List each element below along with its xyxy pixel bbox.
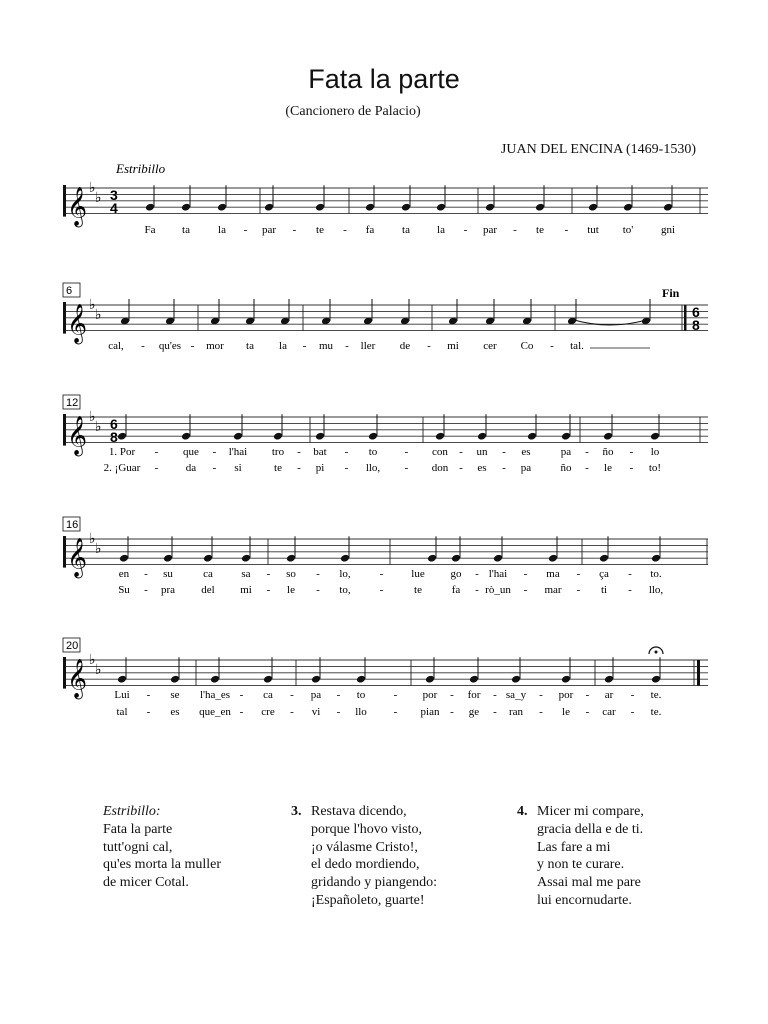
lyric-hyphen: - [576,568,581,580]
flat-icon: ♭ [95,190,102,206]
lyric-hyphen: - [493,706,497,718]
lyric-hyphen: - [144,584,148,596]
lyric-hyphen: - [393,689,398,701]
verse-line: lui encornudarte. [537,892,632,908]
lyric-syllable: mor [206,340,224,352]
lyric-hyphen: - [628,568,632,580]
lyric-syllable: vi [311,706,321,718]
verse-3-text [291,803,437,910]
lyric-hyphen: - [302,340,307,352]
lyric-syllable: le [287,584,295,596]
lyric-syllable: mar [544,584,562,596]
lyric-syllable: te. [650,706,662,718]
system-bracket [63,185,66,217]
treble-clef-icon: 𝄞 [67,658,88,699]
page-subtitle: (Cancionero de Palacio) [285,104,421,119]
time-signature-top: 6 [692,304,700,320]
lyric-syllable: fa [365,224,375,236]
lyric-hyphen: - [239,706,244,718]
lyric-hyphen: - [292,224,297,236]
system-bracket [63,302,66,334]
flat-icon: ♭ [89,531,96,547]
lyric-syllable: pa [310,689,322,701]
lyric-syllable: le [562,706,570,718]
lyric-syllable: te [536,224,544,236]
lyric-syllable: te [414,584,422,596]
lyric-syllable: ta [182,224,190,236]
lyric-syllable: Lui [114,689,130,701]
lyric-hyphen: - [475,568,479,580]
lyric-hyphen: - [450,689,454,701]
lyric-hyphen: - [154,446,159,458]
lyric-syllable: to [368,446,378,458]
measure-number: 12 [66,397,79,409]
verse-line: Restava dicendo, [311,804,407,819]
lyric-syllable: to, [339,584,351,596]
lyric-syllable: te [274,462,282,474]
lyric-hyphen: - [459,446,463,458]
lyric-syllable: 1. Por [108,446,136,458]
lyric-syllable: se [170,689,180,701]
lyric-hyphen: - [404,462,409,474]
lyric-syllable: ller [360,340,376,352]
lyric-syllable: don [431,462,449,474]
lyric-syllable: un [476,446,488,458]
lyric-syllable: lo [650,446,660,458]
lyric-hyphen: - [629,462,634,474]
lyric-syllable: de [399,340,411,352]
lyric-syllable: sa_y [505,689,527,701]
lyric-hyphen: - [316,568,320,580]
lyric-syllable: ca [203,568,213,580]
lyric-hyphen: - [539,689,543,701]
final-barline [697,660,700,686]
lyric-syllable: le [604,462,612,474]
lyric-syllable: pian [420,706,440,718]
lyric-syllable: ta [402,224,410,236]
lyric-syllable: del [201,584,215,596]
lyric-syllable: ño [560,462,572,474]
lyric-hyphen: - [212,462,217,474]
lyric-syllable: lo, [339,568,351,580]
lyric-syllable: ti [600,584,608,596]
lyric-hyphen: - [154,462,159,474]
lyric-hyphen: - [336,706,341,718]
lyric-syllable: par [482,224,498,236]
lyric-hyphen: - [513,224,517,236]
lyric-syllable: en [118,568,130,580]
verse-line: ¡Españoleto, guarte! [311,892,425,908]
lyric-syllable: por [422,689,438,701]
lyric-hyphen: - [585,689,590,701]
lyric-syllable: la [279,340,287,352]
lyric-syllable: llo [355,706,367,718]
lyric-hyphen: - [502,462,506,474]
estribillo-line: tutt'ogni cal, [103,839,173,855]
page-title: Fata la parte [308,64,460,94]
verse-line: ¡o válasme Cristo!, [311,839,418,855]
lyric-syllable: to' [622,224,634,236]
lyric-syllable: ar [604,689,614,701]
lyric-syllable: l'hai [488,568,508,580]
treble-clef-icon: 𝄞 [67,303,88,344]
lyric-syllable: fa [451,584,461,596]
lyric-syllable: ça [599,568,609,580]
fin-double-barline [684,305,687,331]
verse-line: y non te curare. [537,857,625,873]
lyric-syllable: ca [263,689,273,701]
estribillo-heading: Estribillo: [103,804,161,819]
lyric-hyphen: - [450,706,454,718]
system-bracket [63,414,66,446]
lyric-hyphen: - [404,446,409,458]
lyric-hyphen: - [190,340,195,352]
lyric-syllable: sa [241,568,251,580]
lyric-syllable: con [432,446,448,458]
verse-number: 4. [517,804,528,819]
lyric-syllable: su [163,568,173,580]
lyric-syllable: mi [240,584,252,596]
estribillo-line: qu'es morta la muller [103,857,221,873]
lyric-hyphen: - [539,706,543,718]
lyric-hyphen: - [502,446,506,458]
lyric-syllable: cal, [108,340,124,352]
lyric-syllable: Co [520,340,534,352]
lyric-syllable: pra [160,584,176,596]
lyric-syllable: par [261,224,277,236]
lyric-syllable: Fa [144,224,156,236]
lyric-syllable: la [437,224,445,236]
lyric-hyphen: - [266,584,271,596]
section-label: Estribillo [116,161,166,176]
lyric-hyphen: - [475,584,479,596]
lyric-syllable: pi [315,462,325,474]
lyric-syllable: que_en [199,706,231,718]
lyric-syllable: llo, [365,462,381,474]
time-signature-top: 6 [110,416,118,432]
lyric-hyphen: - [463,224,468,236]
lyric-syllable: rò_un [485,584,511,596]
lyric-syllable: cer [483,340,497,352]
lyric-syllable: ran [508,706,524,718]
lyric-syllable: ta [246,340,254,352]
lyric-syllable: to! [648,462,662,474]
lyric-syllable: car [602,706,616,718]
lyric-hyphen: - [212,446,217,458]
time-signature-bottom: 8 [110,429,118,445]
lyric-syllable: te. [650,689,662,701]
time-signature-bottom: 4 [110,200,118,216]
flat-icon: ♭ [89,297,96,313]
verse-line: porque l'hovo visto, [311,821,423,837]
system-bracket [63,657,66,689]
lyric-syllable: to [356,689,366,701]
lyric-syllable: mu [318,340,334,352]
estribillo-line: de micer Cotal. [103,875,189,891]
lyric-syllable: l'hai [228,446,248,458]
lyric-syllable: so [286,568,296,580]
lyric-syllable: lue [411,568,425,580]
verse-line: Assai mal me pare [537,875,641,891]
verse-line: gracia della e de ti. [537,821,644,837]
lyric-syllable: ma [546,568,560,580]
lyric-hyphen: - [316,584,320,596]
lyric-hyphen: - [243,224,248,236]
lyric-hyphen: - [290,706,294,718]
lyric-syllable: qu'es [158,340,182,352]
lyric-hyphen: - [564,224,569,236]
lyric-hyphen: - [427,340,431,352]
flat-icon: ♭ [95,541,102,557]
lyric-syllable: bat [313,446,327,458]
lyric-syllable: es [477,462,487,474]
treble-clef-icon: 𝄞 [67,415,88,456]
flat-icon: ♭ [89,652,96,668]
lyric-syllable: cre [261,706,275,718]
lyric-syllable: to. [650,568,662,580]
lyric-hyphen: - [146,689,151,701]
system-bracket [63,536,66,568]
composer-credit: JUAN DEL ENCINA (1469-1530) [500,142,696,157]
estribillo-text [103,803,221,892]
lyric-hyphen: - [297,446,301,458]
lyric-hyphen: - [297,462,301,474]
lyric-hyphen: - [239,689,244,701]
lyric-hyphen: - [459,462,463,474]
lyric-hyphen: - [290,689,294,701]
lyric-syllable: tut [587,224,599,236]
flat-icon: ♭ [95,662,102,678]
lyric-syllable: l'ha_es [199,689,231,701]
lyric-syllable: pa [560,446,572,458]
treble-clef-icon: 𝄞 [67,186,88,227]
fermata-dot [655,651,658,654]
lyric-hyphen: - [144,568,148,580]
lyric-hyphen: - [393,706,398,718]
measure-number: 20 [66,640,79,652]
lyric-syllable: Su [118,584,130,596]
lyric-syllable: gni [660,224,676,236]
verse-4-text [517,803,644,910]
lyric-syllable: tal. [570,340,584,352]
lyric-hyphen: - [344,462,349,474]
flat-icon: ♭ [95,419,102,435]
measure-number: 16 [66,519,79,531]
lyric-syllable: la [218,224,226,236]
lyric-hyphen: - [344,446,349,458]
lyric-hyphen: - [585,706,590,718]
lyric-hyphen: - [550,340,554,352]
lyric-hyphen: - [629,446,634,458]
lyric-hyphen: - [343,224,347,236]
lyric-hyphen: - [379,568,384,580]
lyric-syllable: tro [271,446,285,458]
lyric-hyphen: - [379,584,384,596]
lyric-syllable: es [170,706,180,718]
lyric-syllable: 2. ¡Guar [103,462,141,474]
verse-line: el dedo mordiendo, [311,857,420,873]
lyric-hyphen: - [146,706,151,718]
flat-icon: ♭ [89,409,96,425]
lyric-syllable: por [558,689,574,701]
verse-number: 3. [291,804,302,819]
lyric-syllable: te [316,224,324,236]
flat-icon: ♭ [95,307,102,323]
fin-label: Fin [662,286,680,300]
verse-line: Las fare a mi [537,839,611,855]
lyric-syllable: ge [468,706,480,718]
lyric-syllable: si [234,462,242,474]
lyric-hyphen: - [576,584,581,596]
lyric-hyphen: - [630,689,635,701]
lyric-hyphen: - [266,568,271,580]
lyric-hyphen: - [585,446,589,458]
lyric-hyphen: - [493,689,497,701]
lyric-hyphen: - [523,584,528,596]
lyric-hyphen: - [628,584,632,596]
lyric-syllable: mi [447,340,459,352]
lyric-syllable: que [183,446,199,458]
treble-clef-icon: 𝄞 [67,537,88,578]
lyric-hyphen: - [523,568,528,580]
lyric-hyphen: - [585,462,589,474]
lyric-syllable: llo, [648,584,664,596]
lyric-syllable: for [467,689,481,701]
flat-icon: ♭ [89,180,96,196]
verse-line: Micer mi compare, [537,804,644,819]
lyric-syllable: pa [520,462,532,474]
lyric-syllable: da [185,462,197,474]
lyric-syllable: es [521,446,531,458]
lyric-hyphen: - [630,706,635,718]
lyric-hyphen: - [345,340,349,352]
lyric-hyphen: - [336,689,341,701]
verse-line: gridando y piangendo: [311,875,437,891]
lyric-syllable: go [450,568,462,580]
time-signature-bottom: 8 [692,317,700,333]
lyric-syllable: ño [602,446,614,458]
lyric-hyphen: - [141,340,145,352]
time-signature-top: 3 [110,187,118,203]
lyric-syllable: tal [116,706,128,718]
estribillo-line: Fata la parte [103,821,173,837]
measure-number: 6 [66,285,73,297]
